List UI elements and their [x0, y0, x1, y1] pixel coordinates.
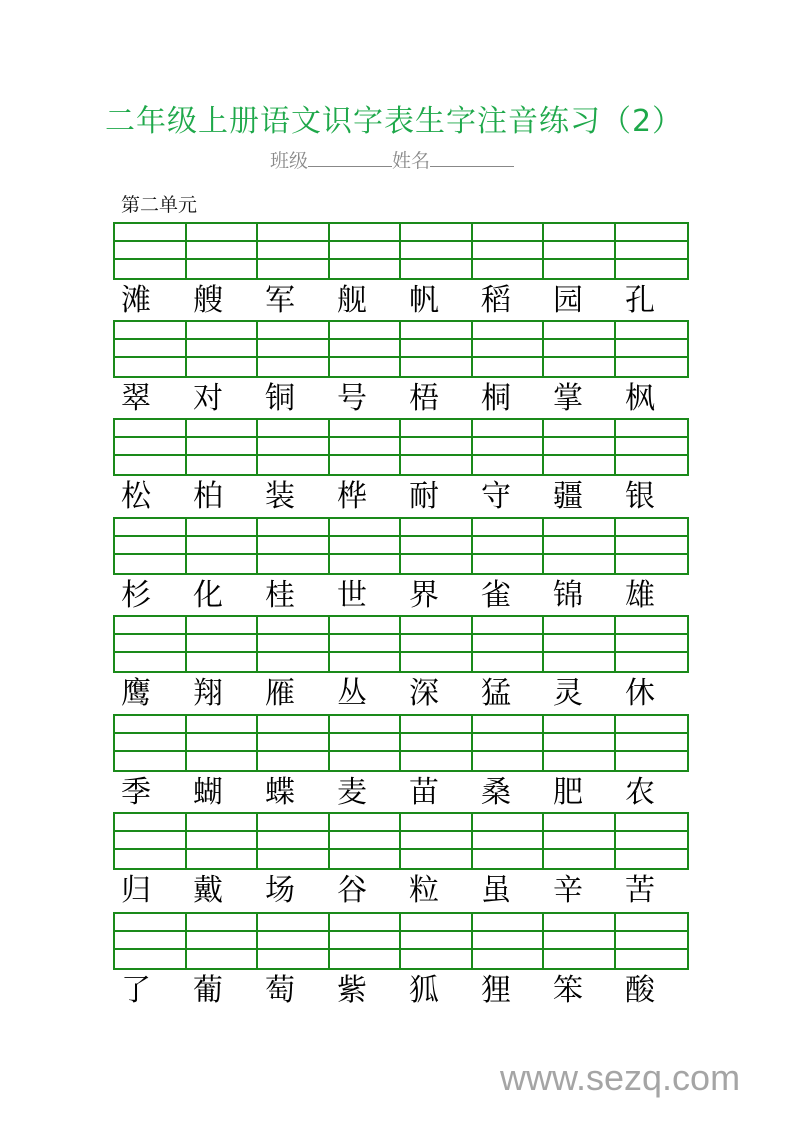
hanzi-character: 枫 [625, 381, 655, 416]
pinyin-cell[interactable] [187, 832, 259, 850]
pinyin-cell[interactable] [473, 814, 545, 832]
pinyin-cell[interactable] [258, 358, 330, 376]
hanzi-character: 酸 [625, 973, 655, 1008]
hanzi-character: 桑 [481, 775, 511, 810]
pinyin-cell[interactable] [187, 635, 259, 653]
pinyin-cell[interactable] [115, 850, 187, 868]
pinyin-cell[interactable] [473, 850, 545, 868]
pinyin-cell[interactable] [115, 456, 187, 474]
pinyin-cell[interactable] [473, 752, 545, 770]
hanzi-character: 化 [193, 578, 223, 613]
pinyin-cell[interactable] [544, 224, 616, 242]
pinyin-cell[interactable] [473, 242, 545, 260]
pinyin-cell[interactable] [616, 832, 688, 850]
pinyin-cell[interactable] [258, 617, 330, 635]
pinyin-cell[interactable] [544, 322, 616, 340]
pinyin-grid [113, 714, 689, 772]
hanzi-character: 雁 [265, 676, 295, 711]
hanzi-character: 蝶 [265, 775, 295, 810]
pinyin-cell[interactable] [473, 224, 545, 242]
pinyin-cell[interactable] [330, 420, 402, 438]
pinyin-cell[interactable] [401, 734, 473, 752]
pinyin-cell[interactable] [473, 260, 545, 278]
pinyin-cell[interactable] [187, 456, 259, 474]
pinyin-cell[interactable] [330, 914, 402, 932]
pinyin-cell[interactable] [258, 752, 330, 770]
pinyin-cell[interactable] [330, 456, 402, 474]
pinyin-cell[interactable] [401, 322, 473, 340]
hanzi-character: 粒 [409, 873, 439, 908]
practice-row [113, 320, 687, 417]
practice-row [113, 418, 687, 515]
hanzi-character: 萄 [265, 973, 295, 1008]
pinyin-cell[interactable] [258, 832, 330, 850]
pinyin-cell[interactable] [473, 932, 545, 950]
character-row [113, 873, 689, 909]
pinyin-cell[interactable] [401, 914, 473, 932]
practice-row [113, 714, 687, 811]
pinyin-cell[interactable] [330, 438, 402, 456]
pinyin-cell[interactable] [115, 358, 187, 376]
pinyin-cell[interactable] [401, 420, 473, 438]
pinyin-cell[interactable] [115, 932, 187, 950]
hanzi-character: 鹰 [121, 676, 151, 711]
pinyin-cell[interactable] [544, 950, 616, 968]
pinyin-cell[interactable] [187, 617, 259, 635]
pinyin-cell[interactable] [401, 438, 473, 456]
pinyin-cell[interactable] [401, 716, 473, 734]
pinyin-cell[interactable] [258, 456, 330, 474]
pinyin-cell[interactable] [401, 950, 473, 968]
pinyin-cell[interactable] [330, 358, 402, 376]
pinyin-cell[interactable] [401, 653, 473, 671]
pinyin-cell[interactable] [115, 242, 187, 260]
hanzi-character: 锦 [553, 578, 583, 613]
pinyin-grid [113, 517, 689, 575]
pinyin-cell[interactable] [401, 537, 473, 555]
pinyin-cell[interactable] [616, 224, 688, 242]
pinyin-cell[interactable] [473, 832, 545, 850]
pinyin-cell[interactable] [330, 932, 402, 950]
pinyin-cell[interactable] [258, 734, 330, 752]
pinyin-cell[interactable] [115, 420, 187, 438]
hanzi-character: 耐 [409, 479, 439, 514]
hanzi-character: 苗 [409, 775, 439, 810]
name-label: 姓名 [392, 150, 431, 172]
pinyin-cell[interactable] [473, 438, 545, 456]
hanzi-character: 狐 [409, 973, 439, 1008]
hanzi-character: 深 [409, 676, 439, 711]
pinyin-cell[interactable] [544, 537, 616, 555]
hanzi-character: 谷 [337, 873, 367, 908]
hanzi-character: 归 [121, 873, 151, 908]
pinyin-cell[interactable] [330, 617, 402, 635]
pinyin-cell[interactable] [258, 340, 330, 358]
pinyin-cell[interactable] [330, 224, 402, 242]
hanzi-character: 季 [121, 775, 151, 810]
pinyin-cell[interactable] [401, 242, 473, 260]
pinyin-cell[interactable] [616, 950, 688, 968]
hanzi-character: 松 [121, 479, 151, 514]
pinyin-grid [113, 812, 689, 870]
pinyin-cell[interactable] [544, 420, 616, 438]
hanzi-character: 戴 [193, 873, 223, 908]
hanzi-character: 狸 [481, 973, 511, 1008]
hanzi-character: 舰 [337, 283, 367, 318]
pinyin-cell[interactable] [544, 242, 616, 260]
pinyin-cell[interactable] [258, 224, 330, 242]
pinyin-cell[interactable] [544, 832, 616, 850]
hanzi-character: 掌 [553, 381, 583, 416]
pinyin-cell[interactable] [187, 438, 259, 456]
pinyin-cell[interactable] [616, 519, 688, 537]
pinyin-cell[interactable] [258, 420, 330, 438]
hanzi-character: 世 [337, 578, 367, 613]
hanzi-character: 紫 [337, 973, 367, 1008]
pinyin-grid [113, 418, 689, 476]
pinyin-cell[interactable] [616, 814, 688, 832]
watermark: www.sezq.com [500, 1057, 741, 1098]
pinyin-cell[interactable] [401, 358, 473, 376]
pinyin-cell[interactable] [544, 438, 616, 456]
pinyin-cell[interactable] [473, 555, 545, 573]
hanzi-character: 滩 [121, 283, 151, 318]
pinyin-cell[interactable] [473, 914, 545, 932]
pinyin-cell[interactable] [473, 716, 545, 734]
pinyin-cell[interactable] [401, 260, 473, 278]
pinyin-cell[interactable] [187, 555, 259, 573]
character-row [113, 578, 689, 614]
character-row [113, 479, 689, 515]
pinyin-cell[interactable] [115, 555, 187, 573]
pinyin-cell[interactable] [258, 537, 330, 555]
practice-row [113, 517, 687, 614]
pinyin-cell[interactable] [544, 814, 616, 832]
pinyin-cell[interactable] [330, 242, 402, 260]
pinyin-cell[interactable] [616, 438, 688, 456]
hanzi-character: 对 [193, 381, 223, 416]
pinyin-cell[interactable] [616, 242, 688, 260]
pinyin-cell[interactable] [401, 340, 473, 358]
hanzi-character: 笨 [553, 973, 583, 1008]
pinyin-cell[interactable] [330, 832, 402, 850]
pinyin-cell[interactable] [473, 950, 545, 968]
pinyin-cell[interactable] [616, 456, 688, 474]
pinyin-cell[interactable] [330, 260, 402, 278]
hanzi-character: 翔 [193, 676, 223, 711]
pinyin-cell[interactable] [616, 617, 688, 635]
pinyin-cell[interactable] [187, 653, 259, 671]
pinyin-cell[interactable] [616, 260, 688, 278]
pinyin-cell[interactable] [616, 420, 688, 438]
pinyin-cell[interactable] [473, 420, 545, 438]
pinyin-cell[interactable] [544, 358, 616, 376]
pinyin-cell[interactable] [187, 850, 259, 868]
character-row [113, 676, 689, 712]
pinyin-cell[interactable] [616, 635, 688, 653]
pinyin-cell[interactable] [115, 832, 187, 850]
pinyin-grid [113, 222, 689, 280]
hanzi-character: 军 [265, 283, 295, 318]
pinyin-cell[interactable] [330, 555, 402, 573]
pinyin-cell[interactable] [544, 932, 616, 950]
pinyin-cell[interactable] [258, 850, 330, 868]
hanzi-character: 辛 [553, 873, 583, 908]
pinyin-cell[interactable] [616, 358, 688, 376]
hanzi-character: 苦 [625, 873, 655, 908]
practice-row [113, 812, 687, 909]
character-row [113, 775, 689, 811]
hanzi-character: 虽 [481, 873, 511, 908]
hanzi-character: 雄 [625, 578, 655, 613]
practice-row [113, 615, 687, 712]
pinyin-cell[interactable] [473, 617, 545, 635]
pinyin-cell[interactable] [616, 555, 688, 573]
pinyin-grid [113, 912, 689, 970]
pinyin-cell[interactable] [544, 635, 616, 653]
hanzi-character: 桂 [265, 578, 295, 613]
pinyin-cell[interactable] [330, 850, 402, 868]
character-row [113, 973, 689, 1009]
hanzi-character: 帆 [409, 283, 439, 318]
pinyin-cell[interactable] [330, 635, 402, 653]
hanzi-character: 孔 [625, 283, 655, 318]
pinyin-cell[interactable] [258, 260, 330, 278]
pinyin-cell[interactable] [616, 322, 688, 340]
pinyin-cell[interactable] [544, 914, 616, 932]
pinyin-cell[interactable] [544, 456, 616, 474]
hanzi-character: 园 [553, 283, 583, 318]
pinyin-cell[interactable] [330, 322, 402, 340]
pinyin-cell[interactable] [115, 519, 187, 537]
pinyin-cell[interactable] [115, 617, 187, 635]
pinyin-cell[interactable] [115, 734, 187, 752]
pinyin-cell[interactable] [401, 932, 473, 950]
pinyin-cell[interactable] [187, 519, 259, 537]
hanzi-character: 艘 [193, 283, 223, 318]
hanzi-character: 疆 [553, 479, 583, 514]
pinyin-cell[interactable] [187, 716, 259, 734]
pinyin-cell[interactable] [115, 752, 187, 770]
pinyin-cell[interactable] [544, 850, 616, 868]
pinyin-cell[interactable] [187, 814, 259, 832]
pinyin-cell[interactable] [544, 260, 616, 278]
hanzi-character: 农 [625, 775, 655, 810]
unit-heading: 第二单元 [121, 194, 198, 216]
pinyin-cell[interactable] [401, 752, 473, 770]
student-info [270, 146, 514, 173]
pinyin-cell[interactable] [616, 716, 688, 734]
pinyin-cell[interactable] [544, 519, 616, 537]
pinyin-cell[interactable] [258, 716, 330, 734]
pinyin-cell[interactable] [330, 814, 402, 832]
hanzi-character: 雀 [481, 578, 511, 613]
pinyin-cell[interactable] [401, 224, 473, 242]
pinyin-cell[interactable] [258, 519, 330, 537]
hanzi-character: 梧 [409, 381, 439, 416]
hanzi-character: 灵 [553, 676, 583, 711]
pinyin-cell[interactable] [544, 752, 616, 770]
pinyin-cell[interactable] [115, 653, 187, 671]
pinyin-cell[interactable] [115, 914, 187, 932]
pinyin-cell[interactable] [115, 635, 187, 653]
pinyin-cell[interactable] [330, 340, 402, 358]
pinyin-cell[interactable] [473, 322, 545, 340]
pinyin-cell[interactable] [187, 734, 259, 752]
pinyin-cell[interactable] [544, 734, 616, 752]
hanzi-character: 号 [337, 381, 367, 416]
pinyin-cell[interactable] [544, 653, 616, 671]
pinyin-cell[interactable] [401, 555, 473, 573]
pinyin-cell[interactable] [187, 340, 259, 358]
pinyin-cell[interactable] [401, 814, 473, 832]
pinyin-cell[interactable] [258, 555, 330, 573]
hanzi-character: 柏 [193, 479, 223, 514]
name-field[interactable] [430, 148, 514, 167]
pinyin-cell[interactable] [544, 716, 616, 734]
hanzi-character: 葡 [193, 973, 223, 1008]
pinyin-cell[interactable] [187, 950, 259, 968]
pinyin-cell[interactable] [258, 932, 330, 950]
pinyin-cell[interactable] [258, 322, 330, 340]
pinyin-cell[interactable] [616, 752, 688, 770]
pinyin-cell[interactable] [473, 537, 545, 555]
pinyin-cell[interactable] [330, 734, 402, 752]
pinyin-cell[interactable] [473, 635, 545, 653]
pinyin-cell[interactable] [187, 322, 259, 340]
pinyin-cell[interactable] [258, 438, 330, 456]
pinyin-cell[interactable] [115, 814, 187, 832]
practice-row [113, 912, 687, 1009]
character-row [113, 283, 689, 319]
pinyin-cell[interactable] [258, 242, 330, 260]
pinyin-cell[interactable] [401, 635, 473, 653]
pinyin-cell[interactable] [258, 653, 330, 671]
class-label: 班级 [270, 150, 309, 172]
pinyin-cell[interactable] [473, 734, 545, 752]
pinyin-cell[interactable] [330, 519, 402, 537]
pinyin-cell[interactable] [544, 555, 616, 573]
pinyin-cell[interactable] [616, 653, 688, 671]
hanzi-character: 麦 [337, 775, 367, 810]
pinyin-grid [113, 615, 689, 673]
pinyin-cell[interactable] [187, 932, 259, 950]
pinyin-cell[interactable] [115, 322, 187, 340]
hanzi-character: 桐 [481, 381, 511, 416]
pinyin-cell[interactable] [187, 537, 259, 555]
pinyin-cell[interactable] [473, 653, 545, 671]
hanzi-character: 守 [481, 479, 511, 514]
pinyin-cell[interactable] [115, 537, 187, 555]
hanzi-character: 场 [265, 873, 295, 908]
pinyin-cell[interactable] [330, 950, 402, 968]
pinyin-cell[interactable] [115, 340, 187, 358]
class-field[interactable] [308, 148, 392, 167]
hanzi-character: 桦 [337, 479, 367, 514]
pinyin-cell[interactable] [544, 340, 616, 358]
pinyin-cell[interactable] [187, 914, 259, 932]
pinyin-cell[interactable] [616, 850, 688, 868]
pinyin-cell[interactable] [473, 456, 545, 474]
pinyin-cell[interactable] [115, 716, 187, 734]
pinyin-cell[interactable] [187, 242, 259, 260]
hanzi-character: 猛 [481, 676, 511, 711]
hanzi-character: 界 [409, 578, 439, 613]
character-row [113, 381, 689, 417]
pinyin-cell[interactable] [258, 950, 330, 968]
pinyin-cell[interactable] [187, 358, 259, 376]
hanzi-character: 了 [121, 973, 151, 1008]
hanzi-character: 稻 [481, 283, 511, 318]
pinyin-cell[interactable] [616, 932, 688, 950]
pinyin-cell[interactable] [258, 814, 330, 832]
pinyin-cell[interactable] [330, 716, 402, 734]
pinyin-cell[interactable] [115, 224, 187, 242]
pinyin-cell[interactable] [401, 832, 473, 850]
pinyin-cell[interactable] [616, 537, 688, 555]
pinyin-cell[interactable] [473, 519, 545, 537]
hanzi-character: 蝴 [193, 775, 223, 810]
pinyin-cell[interactable] [616, 734, 688, 752]
pinyin-cell[interactable] [115, 260, 187, 278]
worksheet-title: 二年级上册语文识字表生字注音练习（2） [104, 104, 684, 139]
hanzi-character: 杉 [121, 578, 151, 613]
pinyin-cell[interactable] [330, 653, 402, 671]
hanzi-character: 铜 [265, 381, 295, 416]
pinyin-cell[interactable] [330, 537, 402, 555]
pinyin-cell[interactable] [473, 340, 545, 358]
pinyin-cell[interactable] [401, 617, 473, 635]
pinyin-cell[interactable] [187, 260, 259, 278]
pinyin-cell[interactable] [401, 456, 473, 474]
hanzi-character: 翠 [121, 381, 151, 416]
hanzi-character: 肥 [553, 775, 583, 810]
pinyin-cell[interactable] [258, 635, 330, 653]
pinyin-cell[interactable] [401, 519, 473, 537]
pinyin-cell[interactable] [115, 950, 187, 968]
pinyin-cell[interactable] [330, 752, 402, 770]
pinyin-grid [113, 320, 689, 378]
pinyin-cell[interactable] [115, 438, 187, 456]
hanzi-character: 丛 [337, 676, 367, 711]
practice-row [113, 222, 687, 319]
pinyin-cell[interactable] [401, 850, 473, 868]
hanzi-character: 装 [265, 479, 295, 514]
hanzi-character: 银 [625, 479, 655, 514]
pinyin-cell[interactable] [616, 340, 688, 358]
pinyin-cell[interactable] [187, 752, 259, 770]
hanzi-character: 休 [625, 676, 655, 711]
pinyin-cell[interactable] [544, 617, 616, 635]
pinyin-cell[interactable] [187, 224, 259, 242]
pinyin-cell[interactable] [258, 914, 330, 932]
pinyin-cell[interactable] [616, 914, 688, 932]
pinyin-cell[interactable] [473, 358, 545, 376]
pinyin-cell[interactable] [187, 420, 259, 438]
